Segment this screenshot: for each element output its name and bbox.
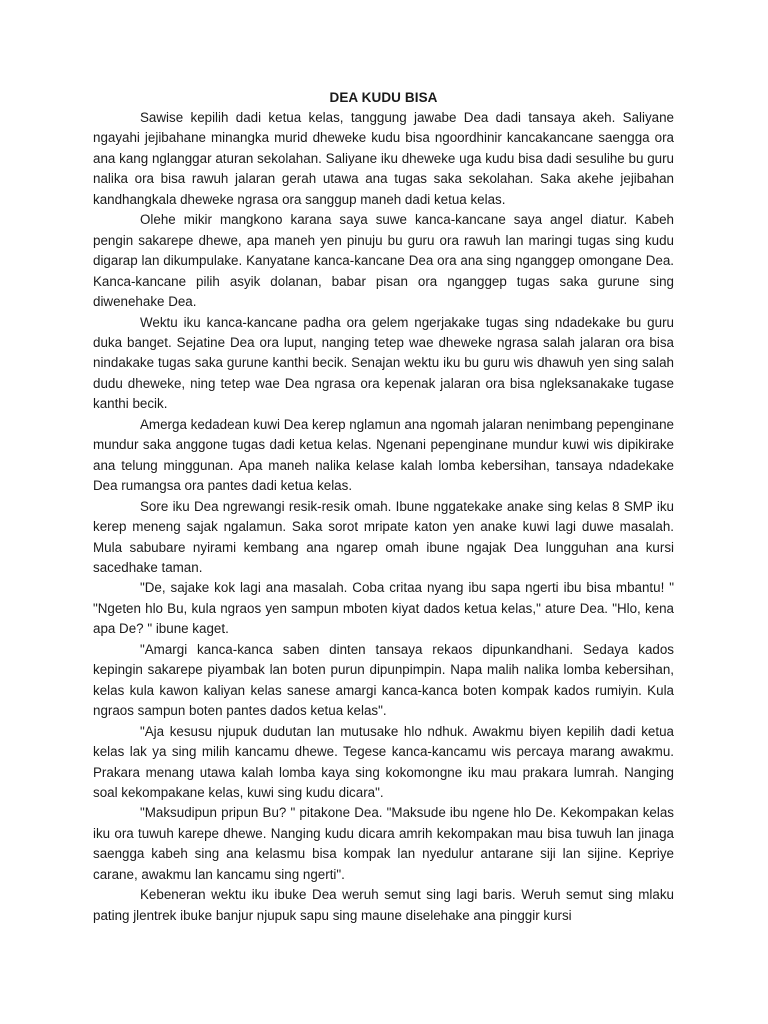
- paragraph: Wektu iku kanca-kancane padha ora gelem ngerjakake tugas sing ndadekake bu guru duka banget. Sejatine Dea ora luput, nanging tetep wae dheweke ngrasa salah jalaran ora bisa nindakake tugas saka gurune kanthi becik. Senajan wektu iku bu guru wis dhawuh yen sing salah dudu dheweke, ning tetep wae Dea ngrasa ora kepenak jalaran ora bisa ngleksanakake tugase kanthi becik.: [93, 314, 674, 412]
- document-title: DEA KUDU BISA: [329, 90, 438, 105]
- paragraph: "Maksudipun pripun Bu? " pitakone Dea. "Maksude ibu ngene hlo De. Kekompakan kelas iku ora tuwuh karepe dhewe. Nanging kudu dicara amrih kekompakan mau bisa tuwuh lan jinaga saengga kabeh sing ana kelasmu bisa kompak lan nyedulur antarane siji lan sijine. Kepriye carane, awakmu lan kancamu sing ngerti".: [93, 805, 674, 882]
- paragraph: Sore iku Dea ngrewangi resik-resik omah. Ibune nggatekake anake sing kelas 8 SMP iku kerep meneng sajak ngalamun. Saka sorot mripate katon yen anake kuwi lagi duwe masalah. Mula sabubare nyirami kembang ana ngarep omah ibune ngajak Dea lungguhan ana kursi sacedhake taman.: [93, 498, 674, 575]
- document-page: [93, 88, 674, 926]
- paragraph: Amerga kedadean kuwi Dea kerep nglamun ana ngomah jalaran nenimbang pepenginane mundur saka anggone tugas dadi ketua kelas. Ngenani pepenginane mundur kuwi wis dipikirake ana telung minggunan. Apa maneh nalika kelase kalah lomba kebersihan, tansaya ndadekake Dea rumangsa ora pantes dadi ketua kelas.: [93, 416, 674, 494]
- paragraph: Olehe mikir mangkono karana saya suwe kanca-kancane saya angel diatur. Kabeh pengin sakarepe dhewe, apa maneh yen pinuju bu guru ora rawuh lan maringi tugas sing kudu digarap lan dikumpulake. Kanyatane kanca-kancane Dea ora ana sing nganggep omongane Dea. Kanca-kancane pilih asyik dolanan, babar pisan ora nganggep tugas saka gurune sing diwenehake Dea.: [93, 212, 674, 310]
- paragraph: "Aja kesusu njupuk dudutan lan mutusake hlo ndhuk. Awakmu biyen kepilih dadi ketua kelas lak ya sing milih kancamu dhewe. Tegese kanca-kancamu wis percaya marang awakmu. Prakara menang utawa kalah lomba kaya sing kokomongne iku mau prakara lumrah. Nanging soal kekompakane kelas, kuwi sing kudu dicara".: [93, 723, 674, 800]
- paragraph: "Amargi kanca-kanca saben dinten tansaya rekaos dipunkandhani. Sedaya kados kepingin sakarepe piyambak lan boten purun dipunpimpin. Napa malih nalika lomba kebersihan, kelas kula kawon kaliyan kelas sanese amargi kanca-kanca boten kompak kados rumiyin. Kula ngraos sampun boten pantes dados ketua kelas".: [93, 641, 674, 719]
- paragraph: "De, sajake kok lagi ana masalah. Coba critaa nyang ibu sapa ngerti ibu bisa mbantu! " "Ngeten hlo Bu, kula ngraos yen sampun mboten kiyat dados ketua kelas," ature Dea. "Hlo, kena apa De? " ibune kaget.: [93, 580, 674, 637]
- paragraph: Kebeneran wektu iku ibuke Dea weruh semut sing lagi baris. Weruh semut sing mlaku pating jlentrek ibuke banjur njupuk sapu sing maune diselehake ana pinggir kursi: [93, 887, 674, 923]
- paragraph: Sawise kepilih dadi ketua kelas, tanggung jawabe Dea dadi tansaya akeh. Saliyane ngayahi jejibahane minangka murid dheweke kudu bisa ngoordhinir kancakancane saengga ora ana kang nglanggar aturan sekolahan. Saliyane iku dheweke uga kudu bisa dadi sesulihe bu guru nalika ora bisa rawuh jalaran gerah utawa ana tugas saka sekolahan. Saka akehe jejibahan kandhangkala dheweke ngrasa ora sanggup maneh dadi ketua kelas.: [93, 110, 674, 207]
